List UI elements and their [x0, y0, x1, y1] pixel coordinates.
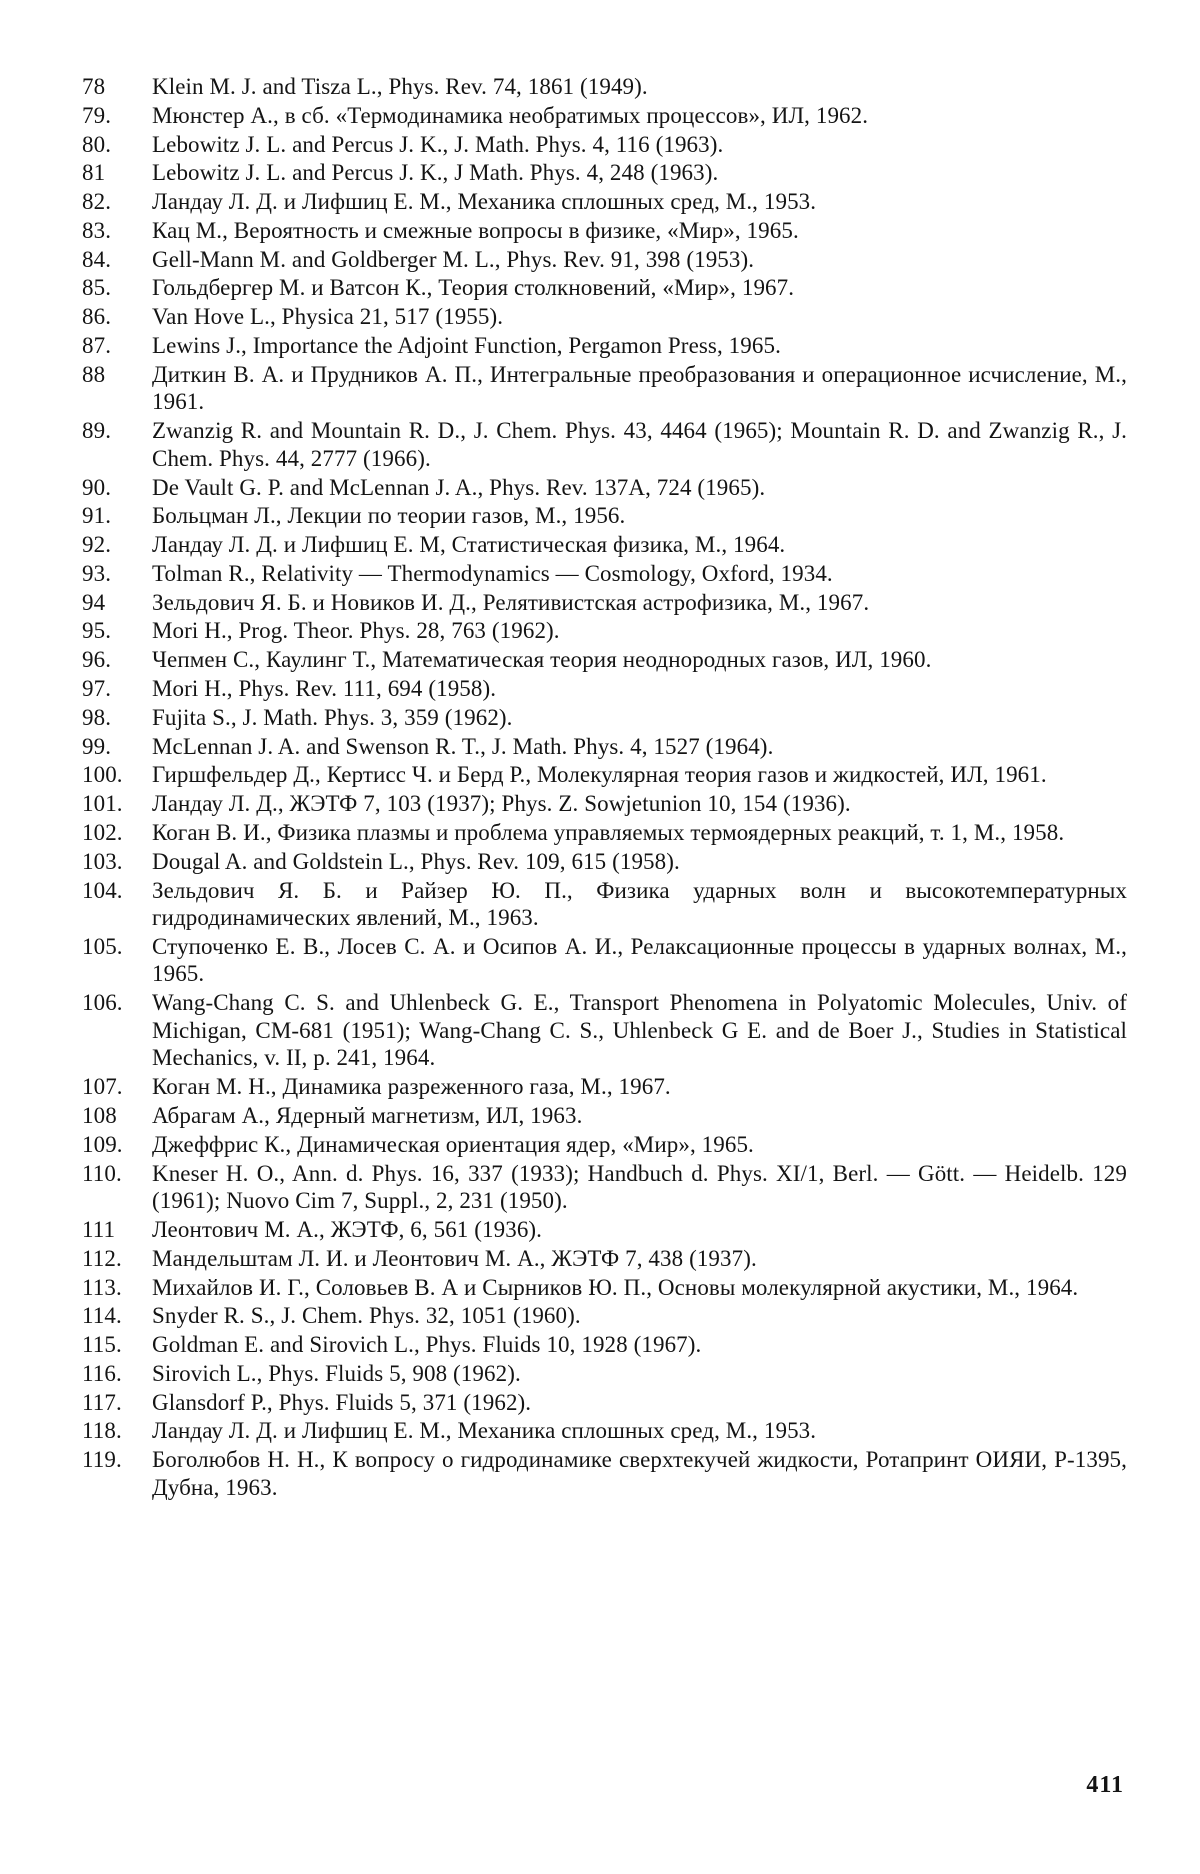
reference-number: 90.: [82, 474, 112, 500]
reference-item: [82, 675, 1127, 703]
reference-text: Mori H., Phys. Rev. 111, 694 (1958).: [152, 676, 497, 702]
reference-text: Зельдович Я. Б. и Новиков И. Д., Релятивистская астрофизика, М., 1967.: [152, 589, 870, 615]
reference-text: Боголюбов Н. Н., К вопросу о гидродинамике сверхтекучей жидкости, Ротапринт ОИЯИ, Р-1395, Дубна, 1963.: [152, 1447, 1127, 1500]
reference-item: [82, 188, 1127, 216]
reference-number: 91.: [82, 503, 112, 529]
reference-text: Ландау Л. Д., ЖЭТФ 7, 103 (1937); Phys. Z. Sowjetunion 10, 154 (1936).: [152, 791, 851, 817]
reference-text: Джеффрис К., Динамическая ориентация ядер, «Мир», 1965.: [152, 1131, 754, 1157]
reference-number: 110.: [82, 1160, 122, 1186]
reference-item: [82, 131, 1127, 159]
reference-number: 103.: [82, 848, 123, 874]
reference-item: [82, 73, 1127, 101]
reference-item: [82, 1102, 1127, 1130]
reference-item: [82, 502, 1127, 530]
reference-text: Ландау Л. Д. и Лифшиц Е. М., Механика сплошных сред, М., 1953.: [152, 189, 817, 215]
reference-text: Tolman R., Relativity — Thermodynamics — Cosmology, Oxford, 1934.: [152, 560, 833, 586]
reference-item: [82, 102, 1127, 130]
reference-number: 80.: [82, 131, 112, 157]
reference-number: 107.: [82, 1074, 123, 1100]
reference-number: 102.: [82, 819, 123, 845]
reference-text: Ступоченко Е. В., Лосев С. А. и Осипов А. И., Релаксационные процессы в ударных волнах, М., 1965.: [152, 933, 1127, 987]
reference-text: Коган М. Н., Динамика разреженного газа, М., 1967.: [152, 1074, 671, 1100]
reference-number: 83.: [82, 217, 112, 243]
reference-item: [82, 1302, 1127, 1330]
reference-item: [82, 303, 1127, 331]
reference-item: [82, 848, 1127, 876]
reference-text: Goldman E. and Sirovich L., Phys. Fluids 10, 1928 (1967).: [152, 1332, 702, 1358]
reference-item: [82, 1073, 1127, 1101]
reference-item: [82, 159, 1127, 187]
reference-item: [82, 274, 1127, 302]
reference-number: 101.: [82, 791, 123, 817]
reference-text: Lebowitz J. L. and Percus J. K., J Math. Phys. 4, 248 (1963).: [152, 160, 719, 186]
reference-number: 88: [82, 361, 106, 387]
reference-text: McLennan J. A. and Swenson R. T., J. Math. Phys. 4, 1527 (1964).: [152, 733, 774, 759]
reference-number: 116.: [82, 1360, 122, 1386]
reference-text: Ландау Л. Д. и Лифшиц Е. М, Статистическая физика, М., 1964.: [152, 532, 786, 558]
reference-item: [82, 733, 1127, 761]
reference-number: 92.: [82, 532, 112, 558]
reference-number: 105.: [82, 933, 123, 959]
reference-item: [82, 474, 1127, 502]
reference-number: 94: [82, 589, 106, 615]
reference-item: [82, 1389, 1127, 1417]
reference-number: 86.: [82, 304, 112, 330]
reference-number: 82.: [82, 189, 112, 215]
reference-item: [82, 933, 1127, 988]
reference-number: 97.: [82, 676, 112, 702]
reference-number: 85.: [82, 275, 112, 301]
reference-text: Кац М., Вероятность и смежные вопросы в физике, «Мир», 1965.: [152, 217, 799, 243]
reference-text: Ландау Л. Д. и Лифшиц Е. М., Механика сплошных сред, М., 1953.: [152, 1418, 817, 1444]
reference-item: [82, 560, 1127, 588]
reference-item: [82, 1160, 1127, 1215]
reference-item: [82, 589, 1127, 617]
reference-item: [82, 877, 1127, 932]
reference-text: Lebowitz J. L. and Percus J. K., J. Math. Phys. 4, 116 (1963).: [152, 131, 724, 157]
reference-item: [82, 531, 1127, 559]
reference-number: 89.: [82, 418, 112, 444]
reference-text: Михайлов И. Г., Соловьев В. А и Сырников Ю. П., Основы молекулярной акустики, М., 1964.: [152, 1274, 1079, 1300]
reference-item: [82, 617, 1127, 645]
reference-text: Sirovich L., Phys. Fluids 5, 908 (1962).: [152, 1360, 521, 1386]
reference-number: 106.: [82, 990, 123, 1016]
reference-text: Snyder R. S., J. Chem. Phys. 32, 1051 (1960).: [152, 1303, 581, 1329]
reference-number: 95.: [82, 618, 112, 644]
reference-number: 112.: [82, 1245, 122, 1271]
reference-text: Диткин В. А. и Прудников А. П., Интегральные преобразования и операционное исчисление, М., 1961.: [152, 361, 1127, 415]
reference-item: [82, 246, 1127, 274]
reference-text: Больцман Л., Лекции по теории газов, М., 1956.: [152, 503, 626, 529]
reference-text: Van Hove L., Physica 21, 517 (1955).: [152, 304, 504, 330]
reference-number: 118.: [82, 1418, 122, 1444]
reference-item: [82, 1360, 1127, 1388]
reference-text: Zwanzig R. and Mountain R. D., J. Chem. Phys. 43, 4464 (1965); Mountain R. D. and Zwanzig R., J. Chem. Phys. 44, 2777 (1966).: [152, 418, 1127, 471]
reference-text: Гиршфельдер Д., Кертисс Ч. и Берд Р., Молекулярная теория газов и жидкостей, ИЛ, 1961.: [152, 762, 1047, 788]
reference-text: Мюнстер А., в сб. «Термодинамика необратимых процессов», ИЛ, 1962.: [152, 102, 869, 128]
reference-number: 84.: [82, 246, 112, 272]
reference-item: [82, 1216, 1127, 1244]
reference-text: Мандельштам Л. И. и Леонтович М. А., ЖЭТФ 7, 438 (1937).: [152, 1245, 757, 1271]
reference-list: [82, 73, 1127, 1503]
reference-number: 104.: [82, 877, 123, 903]
reference-item: [82, 989, 1127, 1072]
reference-item: [82, 1446, 1127, 1501]
reference-number: 109.: [82, 1131, 123, 1157]
reference-item: [82, 332, 1127, 360]
page-number: 411: [1086, 1772, 1124, 1798]
reference-item: [82, 1131, 1127, 1159]
reference-text: Fujita S., J. Math. Phys. 3, 359 (1962).: [152, 704, 513, 730]
reference-item: [82, 819, 1127, 847]
reference-number: 108: [82, 1103, 117, 1128]
reference-text: De Vault G. P. and McLennan J. A., Phys. Rev. 137A, 724 (1965).: [152, 474, 766, 500]
reference-number: 96.: [82, 647, 112, 673]
reference-number: 81: [82, 160, 106, 186]
reference-item: [82, 1274, 1127, 1302]
reference-text: Wang-Chang C. S. and Uhlenbeck G. E., Transport Phenomena in Polyatomic Molecules, Univ. of Michigan, CM-681 (1951); Wang-Chang C. S., Uhlenbeck G E. and de Boer J., Studies in Statistical Mechanics, v. II, p. 241, 1964.: [152, 990, 1127, 1071]
reference-item: [82, 217, 1127, 245]
reference-item: [82, 704, 1127, 732]
reference-text: Kneser H. O., Ann. d. Phys. 16, 337 (1933); Handbuch d. Phys. XI/1, Berl. — Gött. — Heidelb. 129 (1961); Nuovo Cim 7, Suppl., 2, 231 (1950).: [152, 1160, 1127, 1214]
reference-number: 117.: [82, 1389, 122, 1415]
reference-number: 111: [82, 1216, 116, 1242]
reference-item: [82, 790, 1127, 818]
reference-item: [82, 761, 1127, 789]
reference-item: [82, 361, 1127, 416]
reference-number: 99.: [82, 733, 112, 759]
reference-text: Gell-Mann M. and Goldberger M. L., Phys. Rev. 91, 398 (1953).: [152, 246, 755, 272]
reference-text: Lewins J., Importance the Adjoint Function, Pergamon Press, 1965.: [152, 333, 781, 359]
reference-number: 114.: [82, 1303, 122, 1329]
reference-number: 78: [82, 74, 106, 99]
reference-text: Dougal A. and Goldstein L., Phys. Rev. 109, 615 (1958).: [152, 848, 680, 874]
reference-text: Леонтович М. А., ЖЭТФ, 6, 561 (1936).: [152, 1216, 543, 1242]
reference-text: Mori H., Prog. Theor. Phys. 28, 763 (1962).: [152, 618, 560, 644]
reference-text: Glansdorf P., Phys. Fluids 5, 371 (1962).: [152, 1389, 532, 1415]
reference-number: 87.: [82, 333, 112, 359]
reference-number: 79.: [82, 102, 112, 128]
reference-text: Коган В. И., Физика плазмы и проблема управляемых термоядерных реакций, т. 1, М., 1958.: [152, 819, 1065, 845]
reference-text: Klein M. J. and Tisza L., Phys. Rev. 74, 1861 (1949).: [152, 74, 648, 99]
reference-number: 100.: [82, 762, 123, 788]
reference-text: Гольдбергер М. и Ватсон К., Теория столкновений, «Мир», 1967.: [152, 275, 795, 301]
reference-number: 115.: [82, 1332, 122, 1358]
reference-number: 93.: [82, 560, 112, 586]
reference-number: 119.: [82, 1447, 122, 1473]
reference-text: Чепмен С., Каулинг Т., Математическая теория неоднородных газов, ИЛ, 1960.: [152, 647, 932, 673]
reference-item: [82, 646, 1127, 674]
reference-item: [82, 417, 1127, 472]
reference-text: Зельдович Я. Б. и Райзер Ю. П., Физика ударных волн и высокотемпературных гидродинамических явлений, М., 1963.: [152, 877, 1127, 931]
reference-item: [82, 1417, 1127, 1445]
reference-number: 113.: [82, 1274, 122, 1300]
reference-text: Абрагам А., Ядерный магнетизм, ИЛ, 1963.: [152, 1103, 583, 1128]
reference-item: [82, 1245, 1127, 1273]
reference-number: 98.: [82, 704, 112, 730]
reference-item: [82, 1331, 1127, 1359]
